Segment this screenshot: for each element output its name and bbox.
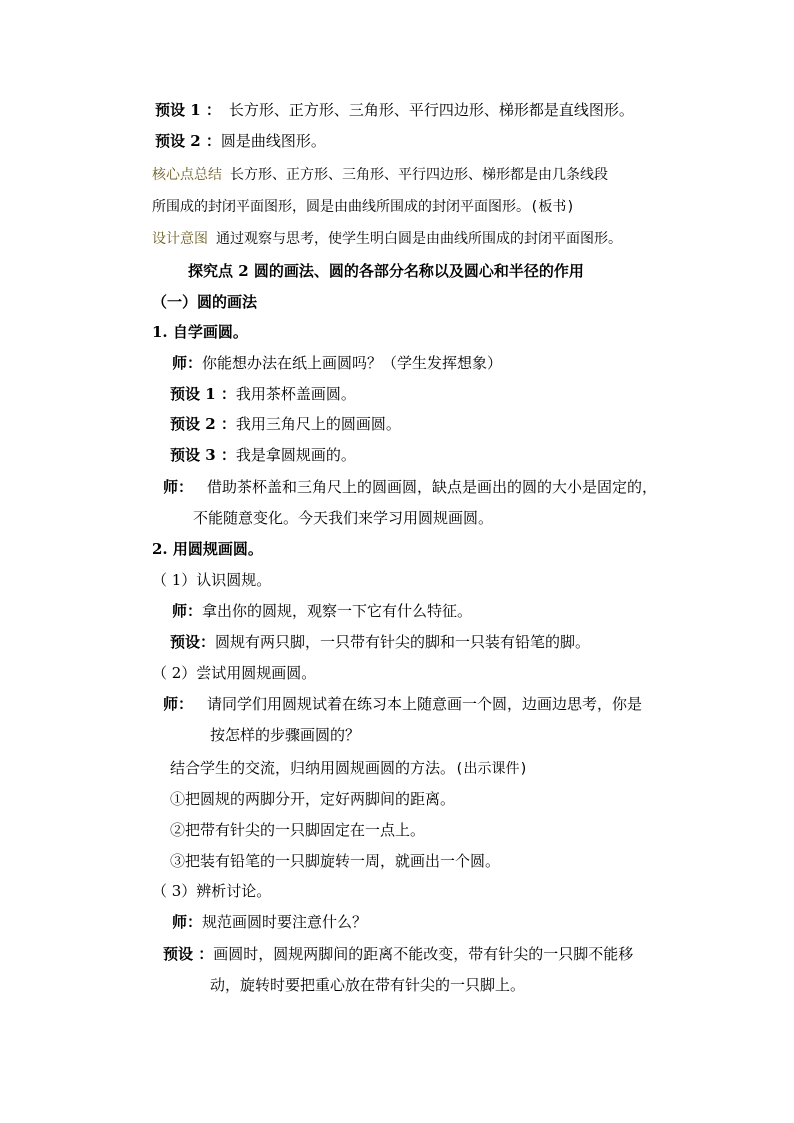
line-label: 预设 1 ： bbox=[170, 385, 236, 403]
method-step-3 bbox=[170, 851, 500, 871]
line-text: 画圆时，圆规两脚间的距离不能改变，带有针尖的一只脚不能移 bbox=[213, 945, 634, 963]
line-label: 师： bbox=[172, 354, 203, 372]
teacher-line-continuation bbox=[210, 725, 360, 745]
core-summary-line bbox=[152, 165, 608, 185]
substep-heading bbox=[152, 570, 271, 590]
line-text: 借助茶杯盖和三角尺上的圆画圆，缺点是画出的圆的大小是固定的， bbox=[207, 478, 658, 496]
line-text: 通过观察与思考，使学生明白圆是由曲线所围成的封闭平面图形。 bbox=[216, 231, 622, 247]
line-text: 结合学生的交流，归纳用圆规画圆的方法。 bbox=[170, 759, 456, 777]
step-2-heading bbox=[152, 539, 263, 559]
design-intent-label: 设计意图 bbox=[152, 231, 208, 247]
teacher-line-continuation bbox=[193, 508, 493, 528]
method-step-1 bbox=[170, 789, 455, 809]
preset-line-continuation bbox=[210, 975, 525, 995]
line-text: 长方形、正方形、三角形、平行四边形、梯形都是直线图形。 bbox=[228, 101, 634, 119]
line-text: 长方形、正方形、三角形、平行四边形、梯形都是由几条线段 bbox=[230, 167, 608, 183]
section-heading bbox=[188, 261, 584, 281]
teacher-line bbox=[172, 601, 472, 621]
line-label: 预设： bbox=[170, 633, 216, 651]
line-label: 师： bbox=[172, 602, 203, 620]
method-step-2 bbox=[170, 820, 425, 840]
preset-2-line bbox=[155, 131, 326, 151]
core-summary-continuation bbox=[152, 197, 575, 217]
summary-line bbox=[170, 758, 528, 779]
heading-text: 探究点 2 圆的画法、圆的各部分名称以及圆心和半径的作用 bbox=[188, 262, 584, 280]
line-text: 圆规有两只脚，一只带有针尖的脚和一只装有铅笔的脚。 bbox=[215, 633, 591, 651]
line-label: 师： bbox=[163, 478, 194, 496]
line-text: 所围成的封闭平面图形，圆是由曲线所围成的封闭平面图形。(板书) bbox=[152, 199, 575, 215]
line-label: 预设 3 ： bbox=[170, 446, 236, 464]
teacher-line bbox=[163, 694, 642, 714]
heading-text: （一）圆的画法 bbox=[152, 293, 258, 311]
line-text: 规范画圆时要注意什么？ bbox=[202, 913, 368, 931]
line-text: 动，旋转时要把重心放在带有针尖的一只脚上。 bbox=[210, 976, 526, 994]
line-text: 我用三角尺上的圆画圆。 bbox=[235, 415, 401, 433]
line-text: ①把圆规的两脚分开，定好两脚间的距离。 bbox=[170, 790, 456, 808]
line-text: 拿出你的圆规，观察一下它有什么特征。 bbox=[202, 602, 473, 620]
line-label: 师： bbox=[163, 695, 194, 713]
teacher-line bbox=[172, 353, 502, 373]
design-intent-line bbox=[152, 229, 622, 249]
step-1-heading bbox=[152, 322, 248, 342]
preset-line bbox=[170, 384, 356, 404]
line-text: 请同学们用圆规试着在练习本上随意画一个圆，边画边思考，你是 bbox=[207, 695, 643, 713]
preset-line bbox=[170, 445, 356, 465]
courseware-note: (出示课件) bbox=[455, 761, 528, 777]
line-text: ③把装有铅笔的一只脚旋转一周，就画出一个圆。 bbox=[170, 852, 501, 870]
line-label: 预设 2 ： bbox=[155, 132, 221, 150]
line-text: 圆是曲线图形。 bbox=[220, 132, 326, 150]
preset-line bbox=[170, 414, 401, 434]
line-text: （ 3）辨析讨论。 bbox=[152, 882, 272, 900]
preset-line bbox=[163, 944, 633, 964]
line-text: 我是拿圆规画的。 bbox=[235, 446, 356, 464]
substep-heading bbox=[152, 881, 271, 901]
line-label: 预设 2 ： bbox=[170, 415, 236, 433]
preset-line bbox=[170, 632, 590, 652]
line-text: ②把带有针尖的一只脚固定在一点上。 bbox=[170, 821, 426, 839]
substep-heading bbox=[152, 663, 316, 683]
line-text: 不能随意变化。今天我们来学习用圆规画圆。 bbox=[193, 509, 494, 527]
line-label: 师： bbox=[172, 913, 203, 931]
subsection-heading bbox=[152, 292, 257, 312]
teacher-line bbox=[172, 912, 367, 932]
core-summary-label: 核心点总结 bbox=[152, 167, 222, 183]
heading-text: 1. 自学画圆。 bbox=[152, 323, 248, 341]
line-label: 预设 1 ： bbox=[155, 101, 221, 119]
teacher-line bbox=[163, 477, 657, 497]
line-text: 圆规画圆。 bbox=[187, 540, 263, 558]
line-text: （ 1）认识圆规。 bbox=[152, 571, 272, 589]
preset-1-line bbox=[155, 100, 634, 120]
line-text: （ 2）尝试用圆规画圆。 bbox=[152, 664, 317, 682]
line-label: 预设 ： bbox=[163, 945, 214, 963]
line-text: 按怎样的步骤画圆的？ bbox=[210, 726, 361, 744]
line-text: 你能想办法在纸上画圆吗？（学生发挥想象） bbox=[202, 354, 503, 372]
line-label: 2. 用 bbox=[152, 540, 188, 558]
line-text: 我用茶杯盖画圆。 bbox=[235, 385, 356, 403]
